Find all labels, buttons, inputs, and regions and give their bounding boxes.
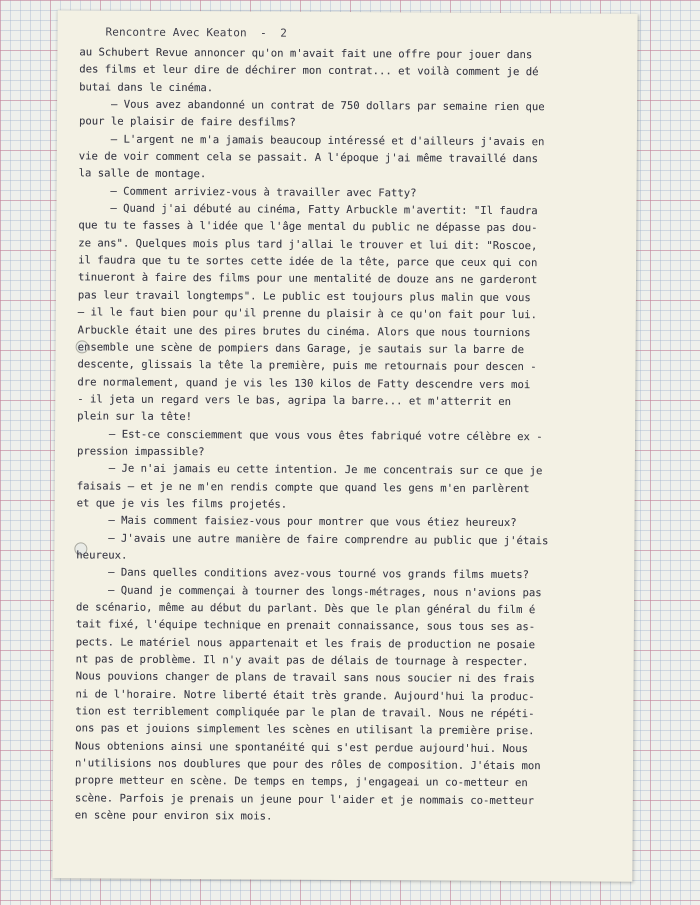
text-line: ze ans". Quelques mois plus tard j'allai le trouver et lui dit: "Roscoe,: [78, 237, 538, 252]
text-line: ensemble une scène de pompiers dans Garage, je sautais sur la barre de: [77, 341, 525, 356]
text-line: — Dans quelles conditions avez-vous tourné vos grands films muets?: [76, 566, 530, 582]
text-line: n'utilisions nos doublures que pour des rôles de composition. J'étais mon: [75, 757, 541, 773]
text-line: au Schubert Revue annoncer qu'on m'avait fait une offre pour jouer dans: [79, 46, 533, 62]
text-line: — Est-ce consciemment que vous vous êtes fabriqué votre célèbre ex -: [77, 427, 543, 443]
text-line: — Mais comment faisiez-vous pour montrer que vous étiez heureux?: [76, 514, 517, 530]
text-line: — Quand je commençai à tourner des longs-métrages, nous n'avions pas: [76, 584, 542, 599]
text-line: Nous pouvions changer de plans de travail sans nous soucier ni des frais: [75, 670, 535, 686]
text-line: tait fixé, l'équipe technique en prenait connaissance, sous tous ses as-: [75, 618, 536, 634]
text-line: tinueront à faire des films pour une mentalité de douze ans ne garderont: [77, 271, 538, 287]
text-line: plein sur la tête!: [77, 410, 193, 424]
text-line: ons pas et jouions simplement les scènes en utilisant la première prise.: [75, 722, 535, 738]
text-line: — Vous avez abandonné un contrat de 750 dollars par semaine rien que: [79, 98, 545, 114]
text-line: la salle de montage.: [78, 167, 207, 181]
text-line: — Je n'ai jamais eu cette intention. Je me concentrais sur ce que je: [76, 462, 543, 478]
text-line: — J'avais une autre manière de faire comprendre au public que j'étais: [76, 531, 549, 547]
text-line: dre normalement, quand je vis les 130 kilos de Fatty descendre vers moi: [77, 375, 531, 391]
text-line: heureux.: [76, 549, 128, 562]
typed-body-text: [75, 44, 625, 828]
text-line: propre metteur en scène. De temps en temps, j'engageai un co-metteur en: [74, 774, 528, 790]
text-line: vie de voir comment cela se passait. A l'époque j'ai même travaillé dans: [78, 150, 539, 166]
text-line: Arbuckle était une des pires brutes du cinéma. Alors que nous tournions: [77, 323, 531, 339]
text-line: pour le plaisir de faire desfilms?: [78, 115, 296, 130]
text-line: — L'argent ne m'a jamais beaucoup intéressé et d'ailleurs j'avais en: [78, 133, 545, 148]
text-line: ni de l'horaire. Notre liberté était très grande. Aujourd'hui la produc-: [75, 688, 535, 703]
text-line: butai dans le cinéma.: [79, 81, 214, 94]
text-line: de scénario, même au début du parlant. Dès que le plan général du film é: [75, 601, 536, 617]
text-line: que tu te fasses à l'idée que l'âge mental du public ne dépasse pas dou-: [78, 219, 538, 235]
text-line: nt pas de problème. Il n'y avait pas de délais de tournage à respecter.: [75, 653, 529, 669]
text-line: pects. Le matériel nous appartenait et les frais de production ne posaie: [75, 636, 536, 651]
text-line: Nous obtenions ainsi une spontanéité qui s'est perdue aujourd'hui. Nous: [75, 740, 529, 755]
text-line: et que je vis les films projetés.: [76, 497, 288, 511]
typed-page: [52, 10, 637, 882]
text-line: — il le faut bien pour qu'il prenne du plaisir à ce qu'on fait pour lui.: [77, 306, 538, 322]
text-line: faisais — et je ne m'en rendis compte que quand les gens m'en parlèrent: [76, 479, 530, 495]
text-line: — Quand j'ai débuté au cinéma, Fatty Arbuckle m'avertit: "Il faudra: [78, 202, 538, 218]
text-line: descente, glissais la tête la première, puis me retournais pour descen -: [77, 358, 537, 374]
text-line: il faudra que tu te sortes cette idée de la tête, parce que ceux qui con: [78, 254, 538, 270]
text-line: pas leur travail longtemps". Le public est toujours plus malin que vous: [77, 289, 531, 304]
text-line: - il jeta un regard vers le bas, agripa la barre... et m'atterrit en: [77, 393, 512, 408]
text-line: pression impassible?: [76, 445, 205, 459]
text-line: — Comment arriviez-vous à travailler avec Fatty?: [78, 185, 417, 200]
text-line: en scène pour environ six mois.: [74, 809, 273, 823]
page-header: Rencontre Avec Keaton - 2: [105, 25, 288, 40]
text-line: scène. Parfois je prenais un jeune pour l'aider et je nommais co-metteur: [74, 792, 535, 807]
text-line: des films et leur dire de déchirer mon contrat... et voilà comment je dé: [79, 63, 539, 79]
text-line: tion est terriblement compliquée par le plan de travail. Nous ne répéti-: [75, 705, 535, 721]
